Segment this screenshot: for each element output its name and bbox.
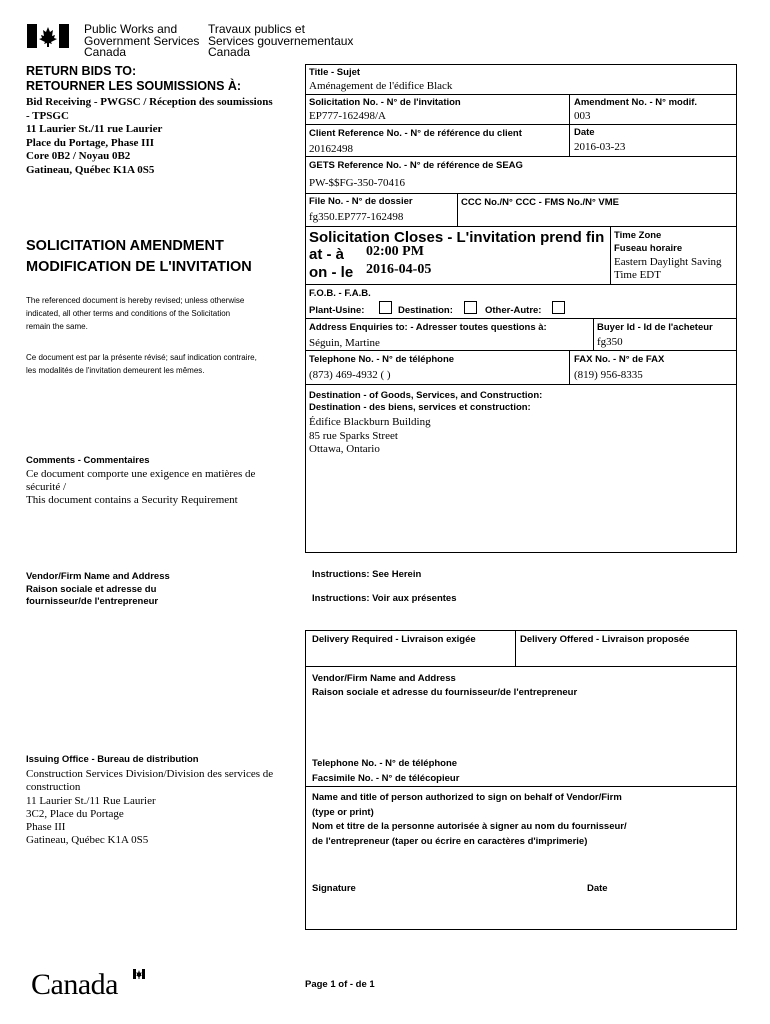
signature-date-field[interactable]: Date (587, 883, 608, 894)
buyer-id-label: Buyer Id - Id de l'acheteur (597, 322, 713, 333)
file-number-label: File No. - N° de dossier (309, 196, 413, 207)
title-value: Aménagement de l'édifice Black (309, 80, 453, 92)
buyer-id-value: fg350 (597, 336, 623, 348)
solicitation-number-label: Solicitation No. - N° de l'invitation (309, 97, 461, 108)
amendment-number-label: Amendment No. - N° modif. (574, 97, 698, 108)
destination-option-label: Destination: (398, 305, 453, 316)
vendor-name-address-field[interactable]: Vendor/Firm Name and Address Raison sociale et adresse du fournisseur/de l'entrepreneur (312, 673, 578, 698)
solicitation-closes-label: Solicitation Closes - L'invitation prend fin (309, 229, 605, 246)
telephone-label: Telephone No. - N° de téléphone (309, 354, 455, 365)
title-label: Title - Sujet (309, 67, 361, 78)
comments-text: Ce document comporte une exigence en matières de sécurité / This document contains a Security Requirement (26, 468, 256, 506)
plant-usine-checkbox[interactable] (379, 301, 392, 314)
closing-date-value: 2016-04-05 (366, 262, 432, 277)
instructions-en: Instructions: See Herein (312, 569, 422, 580)
on-label: on - le (309, 264, 354, 281)
date-label: Date (574, 127, 595, 138)
amendment-number-value: 003 (574, 110, 591, 122)
telephone-value: (873) 469-4932 ( ) (309, 369, 391, 381)
delivery-required-label[interactable]: Delivery Required - Livraison exigée (312, 634, 476, 645)
instructions-fr: Instructions: Voir aux présentes (312, 593, 457, 604)
date-value: 2016-03-23 (574, 141, 626, 153)
solicitation-number-value: EP777-162498/A (309, 110, 386, 122)
other-autre-checkbox[interactable] (552, 301, 565, 314)
fob-label: F.O.B. - F.A.B. (309, 288, 371, 299)
signature-field[interactable]: Signature (312, 883, 356, 894)
time-zone-label: Time Zone Fuseau horaire (614, 230, 683, 254)
issuing-office-address: Construction Services Division/Division des services de construction 11 Laurier St./11 Rue Laurier 3C2, Place du Portage Phase III Gatineau, Québec K1A 0S5 (26, 768, 274, 847)
return-bids-address: Bid Receiving - PWGSC / Réception des soumissions - TPSGC 11 Laurier St./11 rue Laurier Place du Portage, Phase III Core 0B2 / Noyau 0B2 Gatineau, Québec K1A 0S5 (26, 96, 273, 176)
amendment-text-en: The referenced document is hereby revised; unless otherwise indicated, all other terms and conditions of the Solicitation remain the same. (26, 296, 245, 331)
time-zone-value: Eastern Daylight Saving Time EDT (614, 256, 722, 281)
ccc-number-label: CCC No./N° CCC - FMS No./N° VME (461, 197, 620, 208)
client-reference-value: 20162498 (309, 143, 353, 155)
destination-goods-label: Destination - of Goods, Services, and Construction: Destination - des biens, services et construction: (309, 390, 543, 413)
closing-time-value: 02:00 PM (366, 244, 424, 259)
vendor-name-address-label: Vendor/Firm Name and Address Raison sociale et adresse du fournisseur/de l'entrepreneur (26, 571, 170, 607)
vendor-telephone-field[interactable]: Telephone No. - N° de téléphone (312, 758, 458, 769)
issuing-office-label: Issuing Office - Bureau de distribution (26, 754, 199, 765)
fax-value: (819) 956-8335 (574, 369, 643, 381)
authorized-person-field[interactable]: Name and title of person authorized to sign on behalf of Vendor/Firm (type or print) Nom et titre de la personne autorisée à signer au nom du fournisseur/ de l'entrepreneur (taper ou écrire en caractères d'imprimerie) (312, 792, 627, 847)
delivery-offered-label[interactable]: Delivery Offered - Livraison proposée (520, 634, 690, 645)
fax-label: FAX No. - N° de FAX (574, 354, 665, 365)
amendment-text-fr: Ce document est par la présente révisé; sauf indication contraire, les modalités de l'invitation demeurent les mêmes. (26, 353, 257, 375)
vendor-facsimile-field[interactable]: Facsimile No. - N° de télécopieur (312, 773, 460, 784)
department-name-en: Public Works and Government Services Canada (84, 22, 200, 59)
page-number: Page 1 of - de 1 (305, 979, 375, 990)
department-name-fr: Travaux publics et Services gouvernementaux Canada (208, 22, 354, 59)
amendment-heading: SOLICITATION AMENDMENT MODIFICATION DE L'INVITATION (26, 238, 252, 275)
destination-checkbox[interactable] (464, 301, 477, 314)
address-enquiries-label: Address Enquiries to: - Adresser toutes questions à: (309, 322, 547, 333)
other-autre-label: Other-Autre: (485, 305, 542, 316)
client-reference-label: Client Reference No. - N° de référence du client (309, 128, 522, 139)
return-bids-heading: RETURN BIDS TO: RETOURNER LES SOUMISSIONS À: (26, 64, 242, 93)
gets-reference-value: PW-$$FG-350-70416 (309, 177, 405, 189)
file-number-value: fg350.EP777-162498 (309, 211, 404, 223)
destination-goods-value: Édifice Blackburn Building 85 rue Sparks Street Ottawa, Ontario (309, 416, 431, 455)
gets-reference-label: GETS Reference No. - N° de référence de SEAG (309, 160, 523, 171)
canada-wordmark-logo: Canada (31, 968, 118, 1002)
at-label: at - à (309, 246, 345, 263)
government-flag-logo (27, 24, 69, 48)
address-enquiries-value: Séguin, Martine (309, 337, 380, 349)
comments-label: Comments - Commentaires (26, 455, 150, 466)
plant-usine-label: Plant-Usine: (309, 305, 365, 316)
